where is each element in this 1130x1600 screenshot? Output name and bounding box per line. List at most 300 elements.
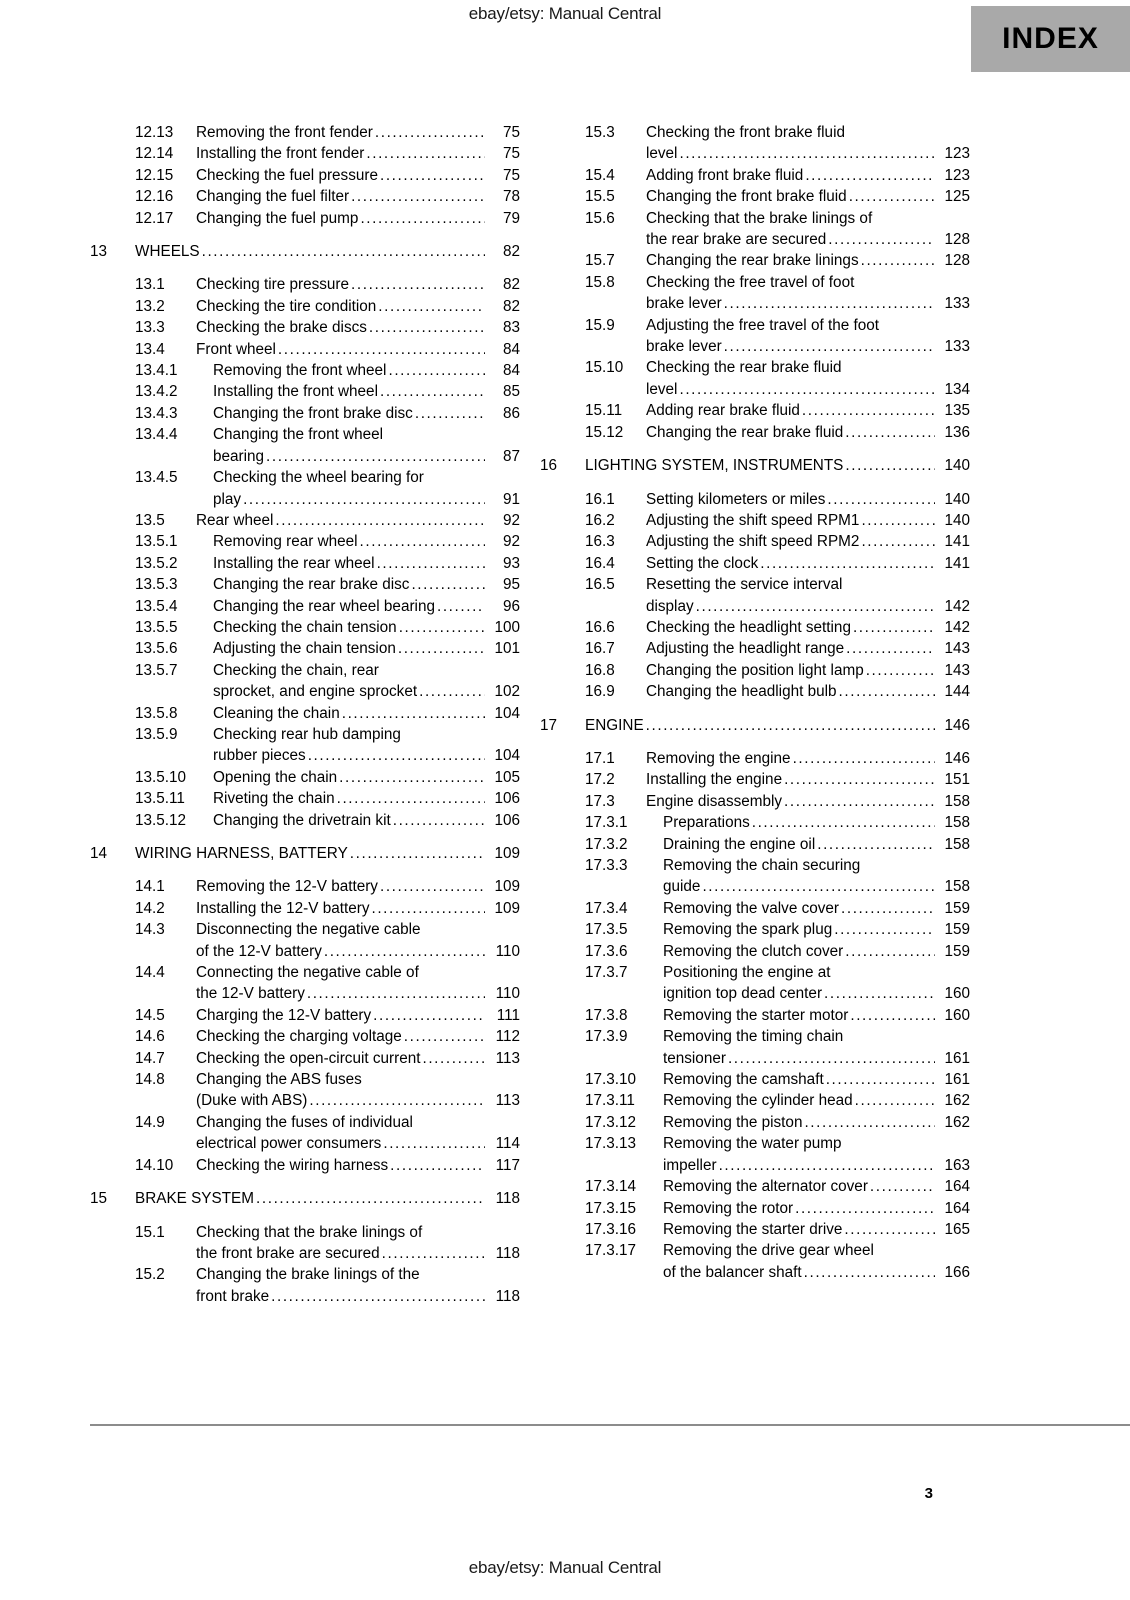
toc-entry[interactable] xyxy=(90,1048,520,1069)
toc-leader-dots xyxy=(841,898,935,919)
toc-entry-title: level xyxy=(646,380,678,398)
toc-leader-dots xyxy=(377,553,485,574)
toc-leader-dots xyxy=(378,296,485,317)
toc-entry-body xyxy=(213,467,520,510)
toc-entry-title: electrical power consumers xyxy=(196,1135,382,1153)
toc-page-number: 95 xyxy=(502,576,520,594)
toc-leader-dots xyxy=(702,876,935,897)
toc-entry[interactable] xyxy=(90,843,520,864)
toc-title-last-line xyxy=(646,293,970,314)
toc-entry[interactable] xyxy=(540,941,970,962)
toc-entry[interactable] xyxy=(540,1069,970,1090)
toc-entry-title: bearing xyxy=(213,447,265,465)
toc-leader-dots xyxy=(202,241,485,262)
toc-entry[interactable] xyxy=(540,531,970,552)
toc-entry-title: the 12-V battery xyxy=(196,985,305,1003)
toc-entry-title: Engine disassembly xyxy=(646,792,783,810)
toc-entry[interactable] xyxy=(90,962,520,1005)
toc-entry-title: Checking tire pressure xyxy=(196,276,350,294)
toc-entry[interactable] xyxy=(90,638,520,659)
toc-page-number: 140 xyxy=(944,511,970,529)
toc-entry[interactable] xyxy=(540,315,970,358)
toc-entry-title: Changing the rear brake linings xyxy=(646,252,859,270)
toc-entry[interactable] xyxy=(540,208,970,251)
toc-leader-dots xyxy=(870,1176,935,1197)
toc-title-last-line xyxy=(213,531,520,552)
toc-entry-number: 15.4 xyxy=(585,166,615,184)
toc-page-number: 151 xyxy=(944,771,970,789)
toc-entry[interactable] xyxy=(540,272,970,315)
toc-entry[interactable] xyxy=(540,357,970,400)
toc-leader-dots xyxy=(804,1112,935,1133)
toc-entry-number: 13.5.2 xyxy=(135,554,178,572)
toc-title-last-line xyxy=(196,1090,520,1111)
toc-title-last-line xyxy=(213,638,520,659)
toc-entry-title: Changing the rear wheel bearing xyxy=(213,597,435,615)
toc-entry[interactable] xyxy=(90,403,520,424)
toc-entry-number: 17.3.8 xyxy=(585,1006,628,1024)
toc-entry-body xyxy=(196,1069,520,1112)
toc-title-last-line xyxy=(646,336,970,357)
toc-page-number: 161 xyxy=(944,1049,970,1067)
toc-title-last-line xyxy=(213,745,520,766)
toc-entry-title: Changing the drivetrain kit xyxy=(213,811,391,829)
toc-title-last-line xyxy=(646,531,970,552)
toc-title-last-line xyxy=(213,767,520,788)
toc-title-last-line xyxy=(646,617,970,638)
toc-leader-dots xyxy=(855,1090,935,1111)
toc-entry-title: WHEELS xyxy=(135,243,200,261)
toc-entry-number: 17.3.11 xyxy=(585,1092,635,1110)
toc-leader-dots xyxy=(351,274,485,295)
toc-entry-title: Removing the timing chain xyxy=(663,1028,844,1046)
toc-entry-number: 13.5.9 xyxy=(135,725,178,743)
toc-leader-dots xyxy=(366,143,485,164)
toc-entry[interactable] xyxy=(540,1112,970,1133)
toc-entry-title: Checking the headlight setting xyxy=(646,618,851,636)
toc-entry[interactable] xyxy=(90,724,520,767)
toc-title-last-line xyxy=(196,1286,520,1307)
toc-page-number: 125 xyxy=(944,188,970,206)
toc-title-line xyxy=(196,1264,520,1285)
toc-leader-dots xyxy=(834,919,935,940)
toc-entry-number: 17.3.3 xyxy=(585,857,628,874)
toc-entry-number: 16.9 xyxy=(585,683,615,701)
toc-entry-number: 15 xyxy=(90,1190,108,1208)
toc-entry-title: of the balancer shaft xyxy=(663,1263,802,1281)
toc-entry[interactable] xyxy=(90,360,520,381)
toc-entry-title: Removing the alternator cover xyxy=(663,1178,868,1196)
toc-title-line xyxy=(196,1222,520,1243)
toc-entry[interactable] xyxy=(540,1219,970,1240)
toc-entry[interactable] xyxy=(540,855,970,898)
toc-entry-body xyxy=(196,1005,520,1026)
toc-entry-body xyxy=(196,1048,520,1069)
toc-entry-number: 13.4.4 xyxy=(135,426,178,444)
toc-page-number: 158 xyxy=(944,814,970,832)
toc-title-last-line xyxy=(196,274,520,295)
toc-entry-body xyxy=(196,143,520,164)
toc-title-last-line xyxy=(196,339,520,360)
toc-leader-dots xyxy=(845,422,935,443)
toc-page-number: 78 xyxy=(502,188,520,206)
toc-leader-dots xyxy=(844,1219,935,1240)
toc-entry[interactable] xyxy=(540,1090,970,1111)
toc-page-number: 110 xyxy=(495,985,520,1003)
toc-page-number: 117 xyxy=(495,1156,520,1174)
toc-title-last-line xyxy=(213,381,520,402)
toc-entry-number: 13.1 xyxy=(135,276,165,294)
toc-entry[interactable] xyxy=(540,1240,970,1283)
toc-entry[interactable] xyxy=(540,681,970,702)
toc-entry-body xyxy=(213,638,520,659)
toc-entry-body xyxy=(196,165,520,186)
toc-entry-body xyxy=(646,638,970,659)
toc-entry[interactable] xyxy=(540,510,970,531)
toc-title-last-line xyxy=(213,788,520,809)
toc-entry[interactable] xyxy=(90,660,520,703)
toc-entry-title: Riveting the chain xyxy=(213,790,335,808)
toc-title-last-line xyxy=(213,596,520,617)
toc-entry-body xyxy=(196,510,520,531)
toc-entry[interactable] xyxy=(90,296,520,317)
toc-leader-dots xyxy=(411,574,485,595)
toc-entry[interactable] xyxy=(540,898,970,919)
toc-entry[interactable] xyxy=(90,617,520,638)
toc-leader-dots xyxy=(845,455,935,476)
toc-entry-number: 14 xyxy=(90,845,108,862)
toc-entry[interactable] xyxy=(90,767,520,788)
toc-entry[interactable] xyxy=(90,1005,520,1026)
toc-entry-title: Removing the drive gear wheel xyxy=(663,1242,874,1260)
toc-entry-title: Adding front brake fluid xyxy=(646,166,804,184)
toc-entry[interactable] xyxy=(90,208,520,229)
toc-title-last-line xyxy=(213,681,520,702)
toc-page-number: 105 xyxy=(494,768,520,786)
toc-entry[interactable] xyxy=(540,1176,970,1197)
toc-entry[interactable] xyxy=(90,876,520,897)
toc-entry-body xyxy=(196,122,520,143)
toc-leader-dots xyxy=(724,293,935,314)
toc-entry[interactable] xyxy=(540,489,970,510)
toc-title-last-line xyxy=(663,812,970,833)
toc-leader-dots xyxy=(679,143,935,164)
toc-title-last-line xyxy=(196,1005,520,1026)
toc-page-number: 85 xyxy=(502,383,520,401)
toc-page-number: 102 xyxy=(494,683,520,701)
toc-entry-title: Checking that the brake linings of xyxy=(646,209,873,227)
toc-entry[interactable] xyxy=(90,810,520,831)
toc-leader-dots xyxy=(827,489,935,510)
toc-leader-dots xyxy=(266,446,485,467)
toc-page-number: 118 xyxy=(495,1244,520,1262)
toc-entry-title: Installing the front wheel xyxy=(213,383,378,401)
toc-title-last-line xyxy=(135,843,520,864)
toc-page-number: 158 xyxy=(944,878,970,896)
toc-entry-title: play xyxy=(213,490,242,508)
toc-leader-dots xyxy=(388,360,485,381)
toc-entry-title: rubber pieces xyxy=(213,747,306,765)
toc-entry-title: Charging the 12-V battery xyxy=(196,1006,372,1024)
toc-entry[interactable] xyxy=(90,1188,520,1209)
toc-entry-body xyxy=(196,1112,520,1155)
toc-entry[interactable] xyxy=(90,317,520,338)
toc-page-number: 141 xyxy=(944,554,970,572)
toc-title-last-line xyxy=(196,1155,520,1176)
toc-leader-dots xyxy=(404,1026,485,1047)
toc-entry[interactable] xyxy=(540,791,970,812)
toc-entry[interactable] xyxy=(540,422,970,443)
toc-entry[interactable] xyxy=(90,1026,520,1047)
toc-title-line xyxy=(663,855,970,876)
toc-entry-title: (Duke with ABS) xyxy=(196,1092,308,1110)
toc-title-last-line xyxy=(646,638,970,659)
toc-entry-title: Changing the front brake disc xyxy=(213,404,413,422)
toc-leader-dots xyxy=(853,617,935,638)
toc-entry-body xyxy=(646,186,970,207)
toc-entry[interactable] xyxy=(540,748,970,769)
toc-leader-dots xyxy=(846,638,935,659)
toc-entry[interactable] xyxy=(540,122,970,165)
toc-entry-body xyxy=(663,1112,970,1133)
toc-entry-title: Removing the camshaft xyxy=(663,1071,824,1089)
toc-entry-title: Removing the clutch cover xyxy=(663,942,844,960)
toc-entry-body xyxy=(196,186,520,207)
toc-leader-dots xyxy=(793,748,935,769)
toc-entry[interactable] xyxy=(540,250,970,271)
toc-page-number: 159 xyxy=(944,899,970,917)
toc-entry-number: 17.2 xyxy=(585,771,615,789)
toc-title-last-line xyxy=(196,1133,520,1154)
toc-entry[interactable] xyxy=(90,1222,520,1265)
toc-entry[interactable] xyxy=(540,962,970,1005)
toc-title-last-line xyxy=(646,681,970,702)
page-number: 3 xyxy=(924,1485,933,1502)
toc-page-number: 92 xyxy=(502,533,520,551)
toc-entry[interactable] xyxy=(90,1264,520,1307)
toc-entry[interactable] xyxy=(90,596,520,617)
toc-entry[interactable] xyxy=(90,574,520,595)
toc-leader-dots xyxy=(369,317,485,338)
toc-title-last-line xyxy=(196,898,520,919)
toc-entry-number: 13.2 xyxy=(135,297,165,315)
table-of-contents xyxy=(0,122,1130,1307)
toc-entry-number: 17.3.7 xyxy=(585,964,628,982)
toc-leader-dots xyxy=(719,1155,935,1176)
toc-entry[interactable] xyxy=(90,143,520,164)
toc-entry[interactable] xyxy=(90,1112,520,1155)
bottom-watermark: ebay/etsy: Manual Central xyxy=(468,1558,662,1577)
toc-entry-title: Removing the 12-V battery xyxy=(196,878,378,896)
toc-entry-number: 14.4 xyxy=(135,964,165,982)
toc-entry[interactable] xyxy=(540,660,970,681)
toc-entry-body xyxy=(213,403,520,424)
toc-entry-title: Connecting the negative cable of xyxy=(196,964,419,982)
toc-entry-title: Checking the chain tension xyxy=(213,618,397,636)
toc-column-left xyxy=(90,122,520,1307)
toc-entry-body xyxy=(135,1188,520,1209)
toc-entry-number: 14.5 xyxy=(135,1006,165,1024)
toc-entry[interactable] xyxy=(540,638,970,659)
toc-leader-dots xyxy=(309,1090,485,1111)
toc-title-last-line xyxy=(646,660,970,681)
toc-title-line xyxy=(646,357,970,378)
toc-page-number: 135 xyxy=(944,402,970,420)
toc-entry[interactable] xyxy=(540,574,970,617)
toc-entry[interactable] xyxy=(90,122,520,143)
toc-entry-body xyxy=(646,400,970,421)
toc-entry[interactable] xyxy=(540,400,970,421)
toc-title-line xyxy=(213,467,520,488)
toc-title-last-line xyxy=(213,403,520,424)
toc-entry-title: WIRING HARNESS, BATTERY xyxy=(135,845,348,862)
toc-entry-body xyxy=(213,617,520,638)
toc-page-number: 166 xyxy=(944,1263,970,1281)
toc-entry[interactable] xyxy=(540,715,970,736)
toc-entry-body xyxy=(196,274,520,295)
toc-entry[interactable] xyxy=(540,812,970,833)
toc-entry[interactable] xyxy=(540,919,970,940)
toc-entry[interactable] xyxy=(90,703,520,724)
toc-entry-body xyxy=(196,1264,520,1307)
toc-entry-body xyxy=(663,855,970,898)
toc-entry-body xyxy=(213,724,520,767)
toc-entry-title: front brake xyxy=(196,1287,270,1305)
toc-entry-number: 16.3 xyxy=(585,533,615,551)
toc-entry-body xyxy=(213,531,520,552)
toc-entry-number: 13.4 xyxy=(135,340,165,358)
toc-entry[interactable] xyxy=(540,165,970,186)
toc-entry[interactable] xyxy=(90,339,520,360)
toc-entry-body xyxy=(663,1069,970,1090)
toc-entry-number: 12.17 xyxy=(135,209,174,227)
toc-entry-title: Removing the spark plug xyxy=(663,921,833,939)
toc-entry-title: Changing the fuel pump xyxy=(196,209,359,227)
toc-entry[interactable] xyxy=(90,1069,520,1112)
toc-page-number: 93 xyxy=(502,554,520,572)
toc-entry-number: 13.4.3 xyxy=(135,404,178,422)
toc-entry-title: Checking the rear brake fluid xyxy=(646,359,842,377)
toc-leader-dots xyxy=(696,596,935,617)
toc-entry[interactable] xyxy=(540,1198,970,1219)
toc-title-last-line xyxy=(196,296,520,317)
toc-entry-body xyxy=(196,1222,520,1265)
toc-entry-title: Changing the fuses of individual xyxy=(196,1113,413,1131)
toc-page-number: 75 xyxy=(502,145,520,163)
toc-entry[interactable] xyxy=(90,919,520,962)
toc-leader-dots xyxy=(256,1188,485,1209)
toc-entry[interactable] xyxy=(90,241,520,262)
toc-entry[interactable] xyxy=(540,553,970,574)
toc-entry-number: 15.3 xyxy=(585,124,615,141)
toc-entry-number: 15.2 xyxy=(135,1266,165,1284)
toc-entry-title: Checking the free travel of foot xyxy=(646,273,855,291)
toc-entry-number: 15.8 xyxy=(585,273,615,291)
toc-leader-dots xyxy=(784,769,935,790)
toc-page-number: 136 xyxy=(944,423,970,441)
toc-entry[interactable] xyxy=(90,467,520,510)
toc-entry-body xyxy=(663,962,970,1005)
toc-title-line xyxy=(663,962,970,983)
toc-entry-title: Removing the valve cover xyxy=(663,899,839,917)
toc-title-last-line xyxy=(663,1112,970,1133)
toc-entry-body xyxy=(663,1005,970,1026)
toc-leader-dots xyxy=(826,1069,935,1090)
toc-entry[interactable] xyxy=(540,186,970,207)
toc-entry[interactable] xyxy=(90,186,520,207)
toc-entry[interactable] xyxy=(90,165,520,186)
toc-page-number: 146 xyxy=(944,749,970,767)
toc-entry[interactable] xyxy=(540,617,970,638)
toc-entry-title: Changing the fuel filter xyxy=(196,188,350,206)
toc-entry[interactable] xyxy=(90,898,520,919)
toc-entry-body xyxy=(663,1133,970,1176)
toc-page-number: 83 xyxy=(502,319,520,337)
toc-leader-dots xyxy=(784,791,935,812)
toc-entry-title: of the 12-V battery xyxy=(196,942,322,960)
toc-entry[interactable] xyxy=(90,553,520,574)
toc-title-last-line xyxy=(213,446,520,467)
toc-entry[interactable] xyxy=(90,788,520,809)
toc-entry-number: 13.5.1 xyxy=(135,533,178,551)
toc-leader-dots xyxy=(337,788,485,809)
toc-entry-title: Installing the front fender xyxy=(196,145,365,163)
toc-entry[interactable] xyxy=(90,381,520,402)
toc-title-last-line xyxy=(585,455,970,476)
toc-entry-number: 16 xyxy=(540,457,558,475)
toc-entry-title: ignition top dead center xyxy=(663,985,823,1003)
toc-entry-title: Installing the 12-V battery xyxy=(196,899,370,917)
toc-entry[interactable] xyxy=(540,1005,970,1026)
toc-leader-dots xyxy=(850,1005,935,1026)
toc-entry[interactable] xyxy=(540,455,970,476)
toc-entry-title: impeller xyxy=(663,1156,717,1174)
toc-page-number: 123 xyxy=(944,145,970,163)
toc-entry-body xyxy=(213,553,520,574)
toc-entry-body xyxy=(213,788,520,809)
toc-entry-title: Changing the headlight bulb xyxy=(646,683,837,701)
toc-entry-title: Rear wheel xyxy=(196,511,274,529)
toc-leader-dots xyxy=(419,681,485,702)
toc-entry[interactable] xyxy=(540,769,970,790)
toc-entry-title: Removing rear wheel xyxy=(213,533,358,551)
toc-entry[interactable] xyxy=(540,1026,970,1069)
toc-entry-number: 13.5.10 xyxy=(135,768,187,786)
toc-entry[interactable] xyxy=(90,274,520,295)
toc-title-last-line xyxy=(646,596,970,617)
toc-entry[interactable] xyxy=(90,510,520,531)
toc-title-last-line xyxy=(196,143,520,164)
toc-entry-body xyxy=(585,455,970,476)
toc-leader-dots xyxy=(804,1262,935,1283)
toc-entry-body xyxy=(585,715,970,736)
toc-page-number: 75 xyxy=(502,166,520,184)
toc-entry-body xyxy=(663,1090,970,1111)
toc-title-last-line xyxy=(646,379,970,400)
toc-entry-number: 16.6 xyxy=(585,618,615,636)
toc-entry[interactable] xyxy=(90,1155,520,1176)
toc-page-number: 143 xyxy=(944,661,970,679)
toc-leader-dots xyxy=(828,229,935,250)
toc-title-line xyxy=(196,919,520,940)
toc-page-number: 161 xyxy=(944,1071,970,1089)
toc-entry[interactable] xyxy=(540,1133,970,1176)
toc-page-number: 146 xyxy=(944,716,970,734)
toc-entry[interactable] xyxy=(540,834,970,855)
toc-entry[interactable] xyxy=(90,531,520,552)
toc-entry[interactable] xyxy=(90,424,520,467)
toc-page-number: 133 xyxy=(944,338,970,356)
